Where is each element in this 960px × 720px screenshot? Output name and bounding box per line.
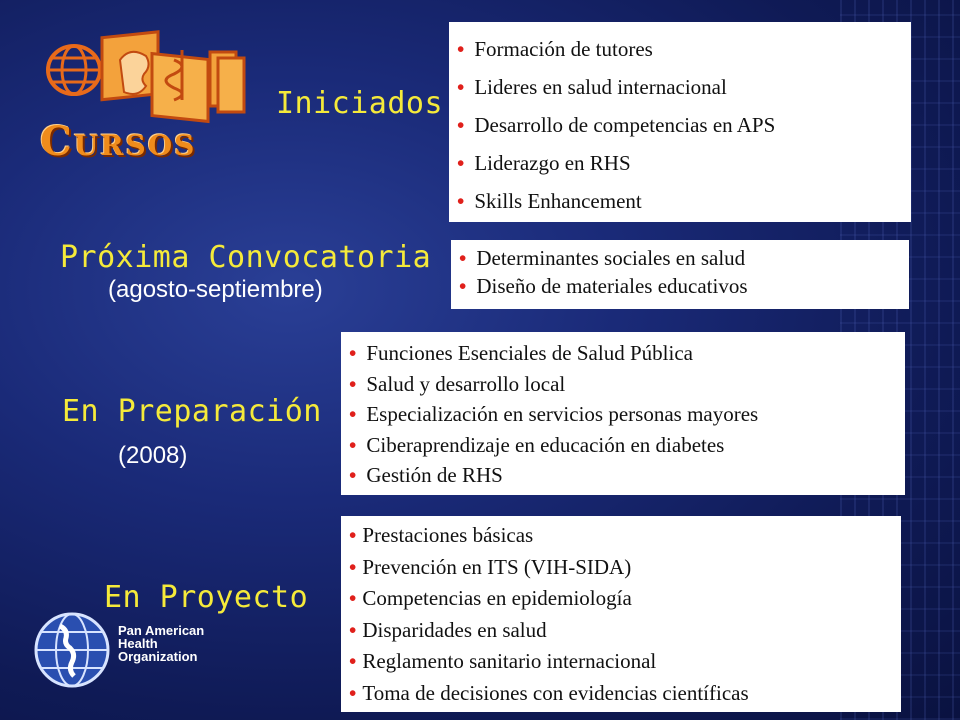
list-item: • Competencias en epidemiología (349, 586, 632, 610)
list-item: • Prevención en ITS (VIH-SIDA) (349, 554, 632, 579)
paho-organization-name: Pan American Health Organization (118, 623, 205, 664)
bullet-icon: • (459, 274, 467, 298)
bullet-icon: • (349, 371, 357, 396)
preparacion-subtitle: (2008) (118, 442, 188, 469)
proxima-subtitle: (agosto-septiembre) (108, 276, 323, 303)
bullet-icon: • (349, 402, 357, 426)
bullet-icon: • (457, 37, 465, 61)
bullet-icon: • (457, 151, 465, 175)
bullet-icon: • (349, 523, 357, 547)
heading-iniciados: Iniciados (276, 86, 444, 121)
list-item: • Lideres en salud internacional (457, 75, 727, 99)
list-item: • Especialización en servicios personas mayores (349, 402, 759, 426)
preparacion-list-box (341, 332, 905, 495)
list-item: • Formación de tutores (457, 37, 653, 61)
list-item: • Determinantes sociales en salud (459, 246, 746, 270)
list-item: • Desarrollo de competencias en APS (457, 113, 776, 137)
bullet-icon: • (457, 189, 465, 213)
bullet-icon: • (349, 554, 357, 579)
cursos-logo-title: Cursos (40, 118, 197, 165)
list-item: • Liderazgo en RHS (457, 151, 631, 175)
bullet-icon: • (349, 341, 357, 365)
bullet-icon: • (349, 432, 357, 457)
bullet-icon: • (349, 586, 357, 610)
bullet-icon: • (459, 246, 467, 270)
list-item: • Reglamento sanitario internacional (349, 649, 657, 673)
list-item: • Toma de decisiones con evidencias científicas (349, 680, 749, 705)
heading-proxima-convocatoria: Próxima Convocatoria (60, 240, 432, 275)
proyecto-list-box (341, 516, 901, 712)
list-item: • Funciones Esenciales de Salud Pública (349, 341, 693, 365)
bullet-icon: • (349, 617, 357, 642)
proxima-list-box (451, 240, 909, 309)
bullet-icon: • (349, 649, 357, 673)
paho-globe-icon (30, 608, 114, 692)
bullet-icon: • (457, 75, 465, 99)
list-item: • Salud y desarrollo local (349, 371, 566, 396)
list-item: • Skills Enhancement (457, 189, 642, 213)
bullet-icon: • (349, 463, 357, 487)
list-item: • Prestaciones básicas (349, 523, 534, 547)
heading-en-preparacion: En Preparación (62, 394, 322, 429)
list-item: • Diseño de materiales educativos (459, 274, 748, 298)
heading-en-proyecto: En Proyecto (104, 580, 309, 615)
iniciados-list-box (449, 22, 911, 222)
list-item: • Gestión de RHS (349, 463, 503, 487)
bullet-icon: • (349, 680, 357, 705)
list-item: • Ciberaprendizaje en educación en diabetes (349, 432, 725, 457)
bullet-icon: • (457, 113, 465, 137)
list-item: • Disparidades en salud (349, 617, 547, 642)
